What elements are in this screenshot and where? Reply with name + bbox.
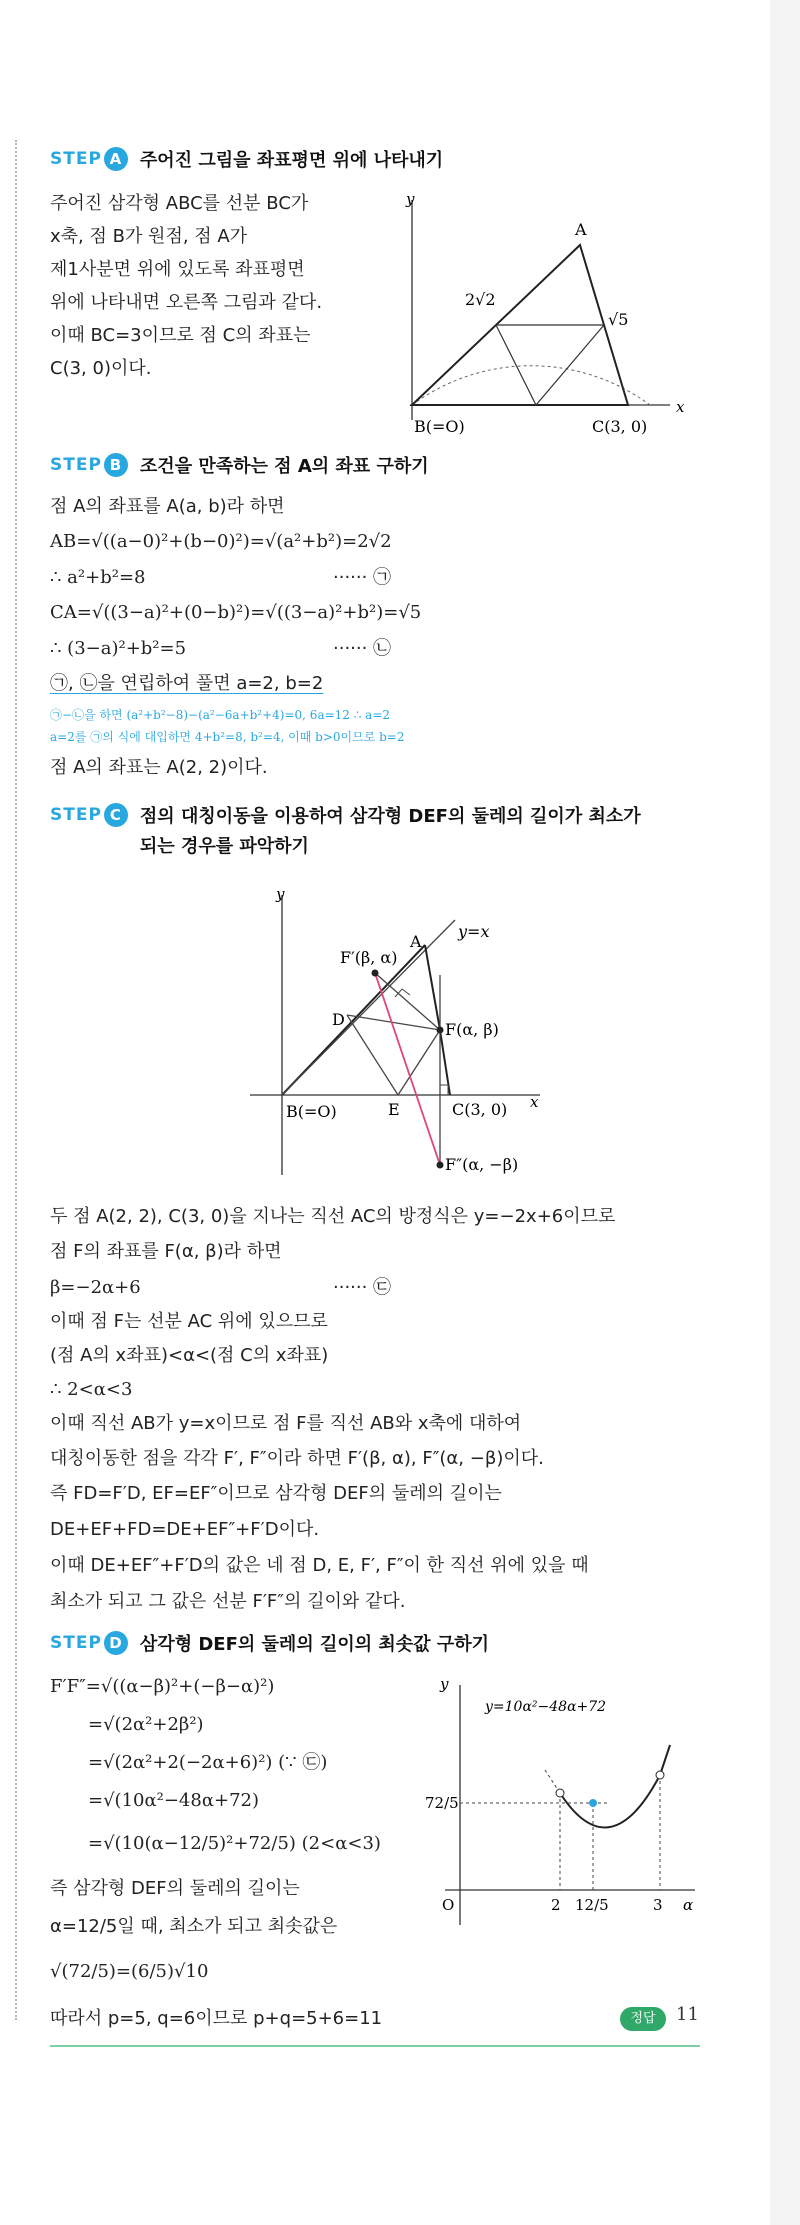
text-line: 이때 BC=3이므로 점 C의 좌표는	[50, 325, 311, 346]
text-line: (점 A의 x좌표)<α<(점 C의 x좌표)	[50, 1345, 329, 1366]
step-a-header	[50, 146, 443, 176]
equation-ca: CA=√((3−a)²+(0−b)²)=√((3−a)²+b²)=√5	[50, 602, 422, 623]
line-yx-label: y=x	[458, 922, 490, 941]
result-line: √(72/5)=(6/5)√10	[50, 1961, 209, 1982]
text-line: 즉 삼각형 DEF의 둘레의 길이는	[50, 1878, 300, 1899]
point-b-label: B(=O)	[286, 1102, 337, 1121]
text-line: 제1사분면 위에 있도록 좌표평면	[50, 259, 305, 280]
equation-line: =√(2α²+2β²)	[88, 1714, 204, 1735]
equation-line: =√(10(α−12/5)²+72/5) (2<α<3)	[88, 1833, 381, 1854]
solve-line: ㉠, ㉡을 연립하여 풀면 a=2, b=2	[50, 673, 324, 694]
side-ac-label: √5	[608, 310, 629, 329]
side-note: a=2를 ㉠의 식에 대입하면 4+b²=8, b²=4, 이때 b>0이므로 b=2	[50, 730, 405, 744]
min-value-label: 72/5	[425, 1794, 459, 1812]
equation-mark: ······ ㉠	[333, 567, 392, 588]
axis-y-label: y	[406, 190, 415, 208]
equation-line: =√(10α²−48α+72)	[88, 1790, 259, 1811]
point-c-label: C(3, 0)	[452, 1100, 508, 1119]
axis-y-label: y	[440, 1675, 449, 1693]
parabola-equation: y=10α²−48α+72	[485, 1699, 607, 1715]
step-b-header	[50, 452, 429, 482]
side-note: ㉠−㉡을 하면 (a²+b²−8)−(a²−6a+b²+4)=0, 6a=12 ∴ a=2	[50, 708, 391, 722]
section-title: 되는 경우를 파악하기	[139, 836, 309, 857]
text-line: 최소가 되고 그 값은 선분 F′F″의 길이와 같다.	[50, 1591, 406, 1612]
step-badge: B	[104, 453, 128, 477]
section-title: 조건을 만족하는 점 A의 좌표 구하기	[139, 456, 429, 477]
triangle-figure	[370, 180, 700, 440]
point-f-label: F(α, β)	[445, 1020, 499, 1039]
point-a-label: A	[410, 932, 422, 951]
equation-line: =√(2α²+2(−2α+6)²) (∵ ㉢)	[88, 1752, 328, 1773]
text-line: 이때 DE+EF″+F′D의 값은 네 점 D, E, F′, F″이 한 직선 위에 있을 때	[50, 1555, 589, 1576]
margin-dotted-line	[15, 140, 17, 2020]
tick-3: 3	[653, 1896, 663, 1914]
point-a-label: A	[575, 220, 587, 239]
parabola-figure	[425, 1665, 710, 1935]
point-fprime-label: F′(β, α)	[340, 948, 398, 967]
section-title: 점의 대칭이동을 이용하여 삼각형 DEF의 둘레의 길이가 최소가	[139, 806, 641, 827]
page-number: 11	[676, 2004, 699, 2025]
step-badge: A	[104, 147, 128, 171]
tick-12-5: 12/5	[575, 1896, 609, 1914]
text-line: 점 A의 좌표를 A(a, b)라 하면	[50, 496, 285, 517]
reflection-figure	[240, 875, 580, 1195]
section-title: 주어진 그림을 좌표평면 위에 나타내기	[139, 150, 444, 171]
axis-y-label: y	[276, 885, 285, 903]
step-label: STEP	[50, 805, 102, 825]
point-fdouble-label: F″(α, −β)	[445, 1155, 519, 1174]
point-b-label: B(=O)	[414, 417, 465, 436]
footer-rule	[50, 2045, 700, 2047]
section-title: 삼각형 DEF의 둘레의 길이의 최솟값 구하기	[139, 1634, 489, 1655]
final-answer-line: 따라서 p=5, q=6이므로 p+q=5+6=11	[50, 2008, 383, 2029]
equation-mark: ······ ㉢	[333, 1277, 392, 1298]
step-label: STEP	[50, 1633, 102, 1653]
equation-mark: ······ ㉡	[333, 638, 392, 659]
text-line: 대칭이동한 점을 각각 F′, F″이라 하면 F′(β, α), F″(α, −β)이다.	[50, 1448, 544, 1469]
step-badge: C	[104, 803, 128, 827]
text-line: 위에 나타내면 오른쪽 그림과 같다.	[50, 292, 323, 313]
text-line: ∴ 2<α<3	[50, 1379, 133, 1400]
text-line: 즉 FD=F′D, EF=EF″이므로 삼각형 DEF의 둘레의 길이는	[50, 1483, 502, 1504]
axis-x-label: x	[530, 1093, 539, 1111]
step-d-header	[50, 1630, 489, 1660]
equation-line: F′F″=√((α−β)²+(−β−α)²)	[50, 1676, 275, 1697]
text-line: α=12/5일 때, 최소가 되고 최솟값은	[50, 1916, 338, 1937]
text-line: x축, 점 B가 원점, 점 A가	[50, 226, 248, 247]
text-line: C(3, 0)이다.	[50, 358, 152, 379]
axis-alpha-label: α	[683, 1896, 694, 1914]
text-line: 점 F의 좌표를 F(α, β)라 하면	[50, 1241, 282, 1262]
text-line: 주어진 삼각형 ABC를 선분 BC가	[50, 193, 309, 214]
equation-3: β=−2α+6	[50, 1277, 141, 1298]
axis-x-label: x	[676, 398, 685, 416]
step-label: STEP	[50, 149, 102, 169]
text-line: 점 A의 좌표는 A(2, 2)이다.	[50, 757, 268, 778]
point-c-label: C(3, 0)	[592, 417, 648, 436]
point-d-label: D	[332, 1010, 345, 1029]
step-label: STEP	[50, 455, 102, 475]
point-e-label: E	[388, 1100, 400, 1119]
text-line: 이때 직선 AB가 y=x이므로 점 F를 직선 AB와 x축에 대하여	[50, 1413, 522, 1434]
origin-label: O	[442, 1896, 455, 1914]
side-ab-label: 2√2	[465, 290, 496, 309]
answer-badge: 정답	[620, 2007, 666, 2031]
text-line: DE+EF+FD=DE+EF″+F′D이다.	[50, 1519, 320, 1540]
equation-1: ∴ a²+b²=8	[50, 567, 146, 588]
equation-2: ∴ (3−a)²+b²=5	[50, 638, 187, 659]
equation-ab: AB=√((a−0)²+(b−0)²)=√(a²+b²)=2√2	[50, 531, 392, 552]
step-badge: D	[104, 1631, 128, 1655]
text-line: 두 점 A(2, 2), C(3, 0)을 지나는 직선 AC의 방정식은 y=−2x+6이므로	[50, 1206, 616, 1227]
tick-2: 2	[551, 1896, 561, 1914]
text-line: 이때 점 F는 선분 AC 위에 있으므로	[50, 1311, 328, 1332]
step-c-header	[50, 802, 641, 862]
